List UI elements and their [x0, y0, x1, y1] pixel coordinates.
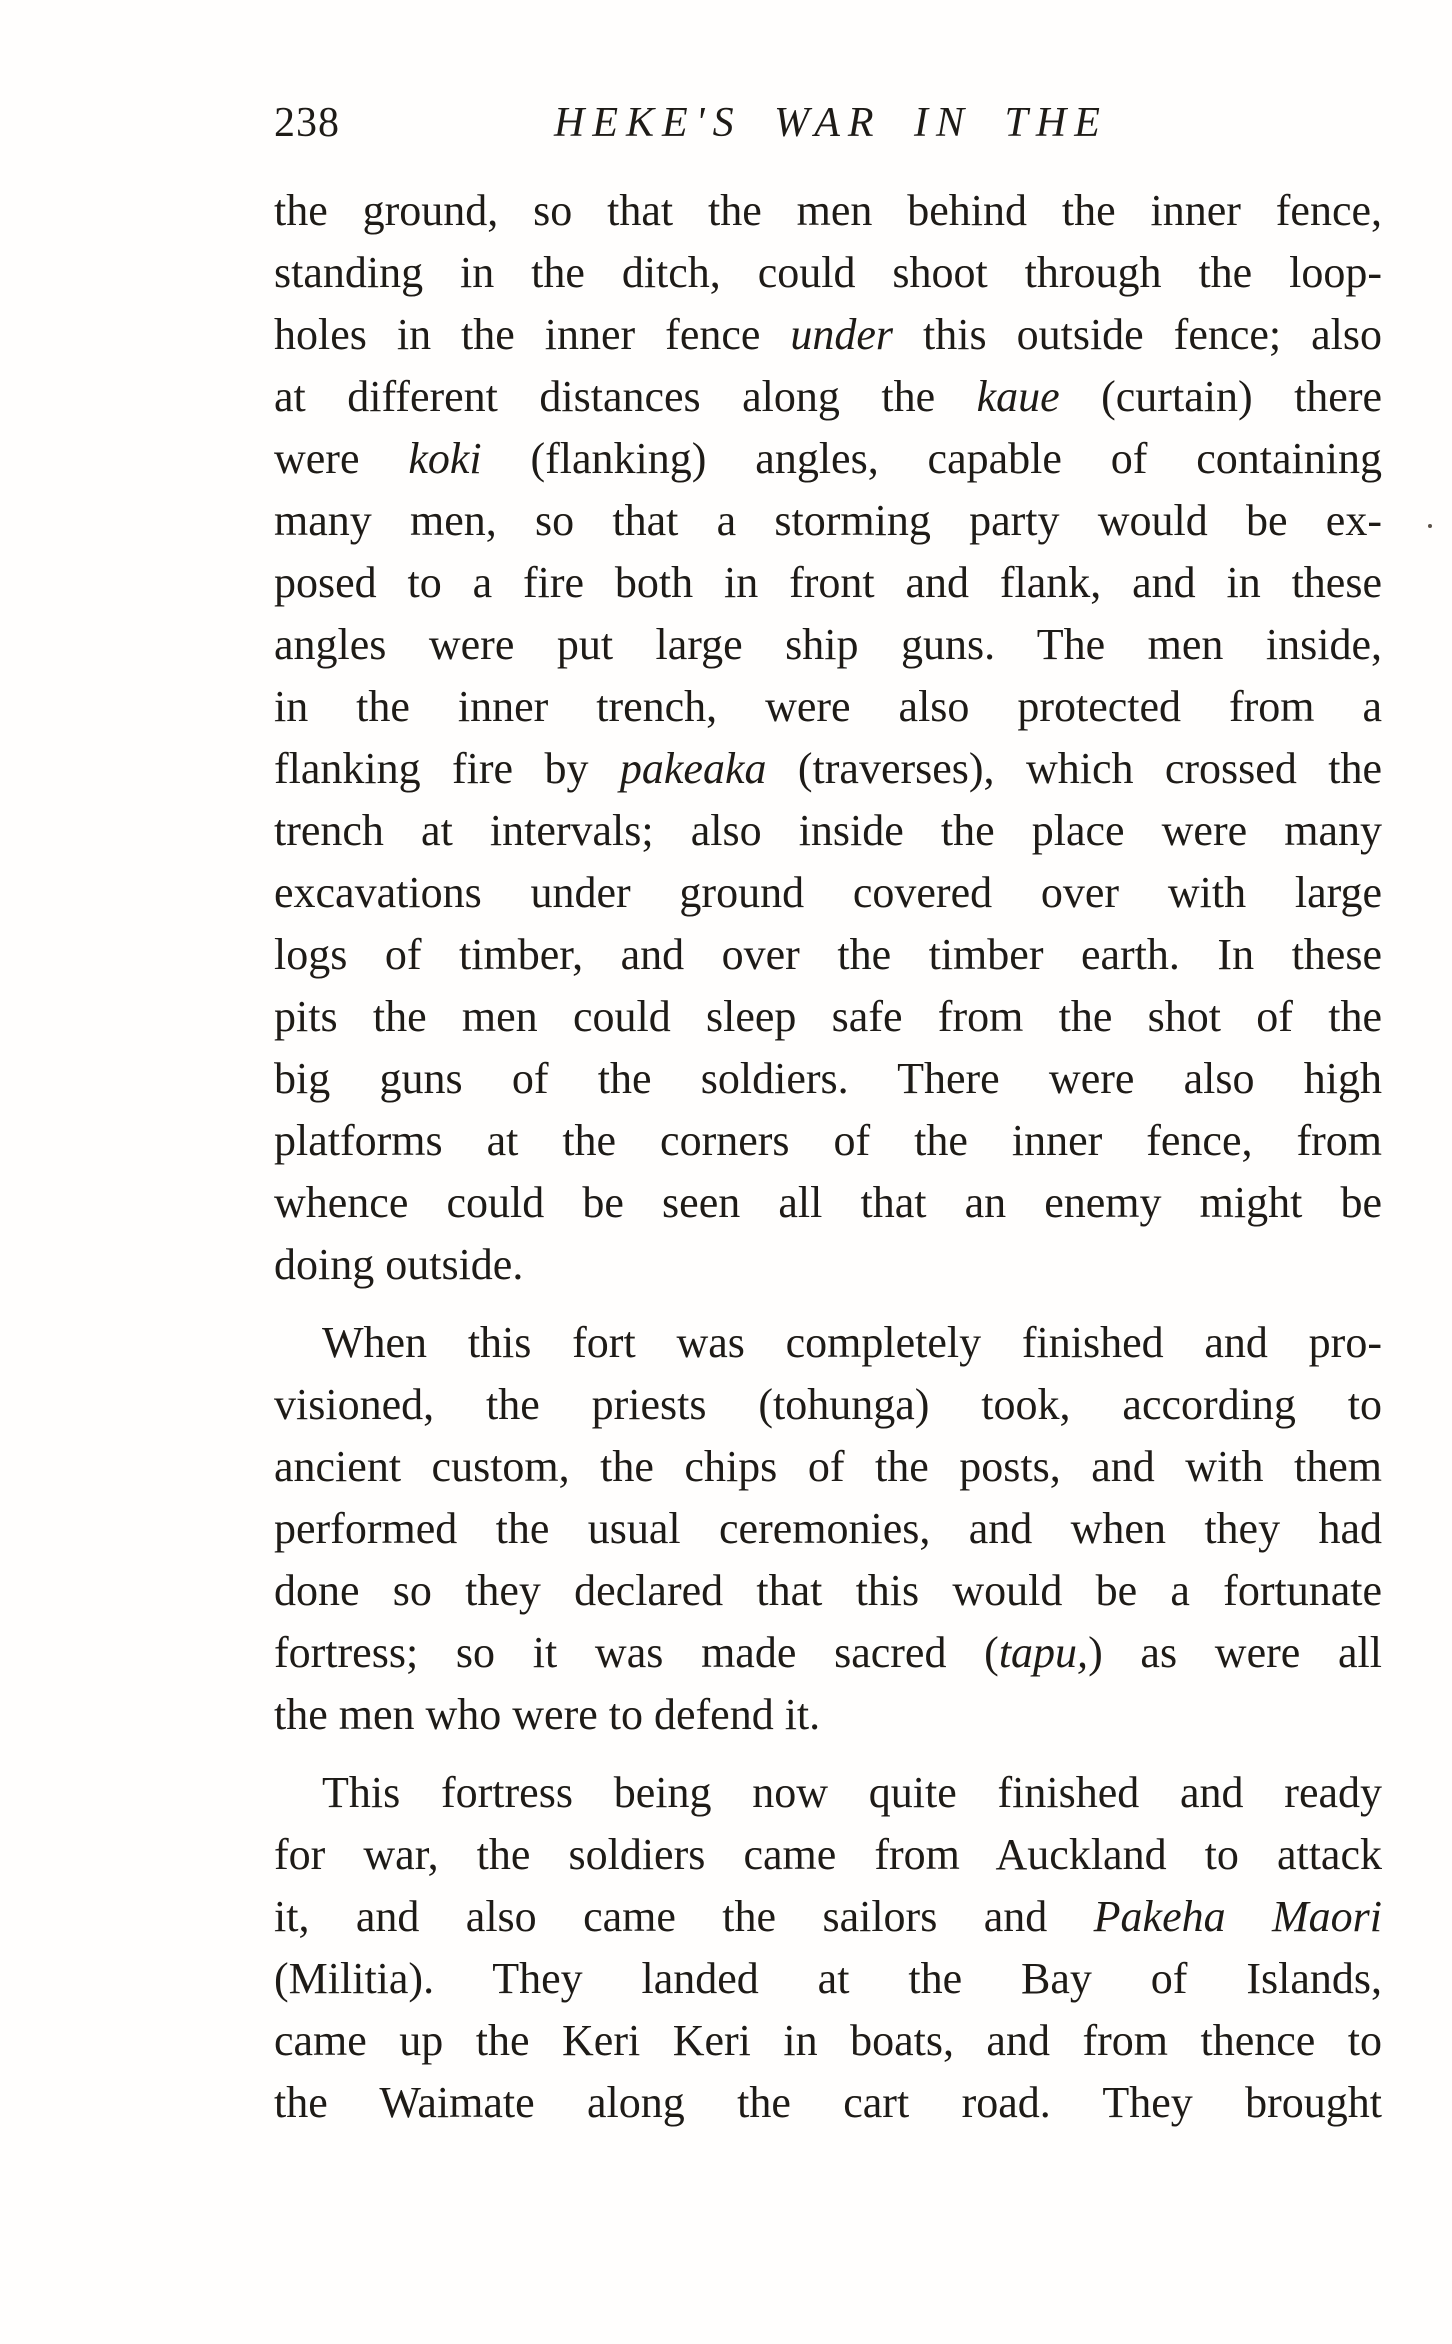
- text-span: this outside fence; also: [893, 310, 1382, 359]
- text-line: (Militia). They landed at the Bay of Islands,: [274, 1954, 1382, 2003]
- italic-term: Pakeha Maori: [1093, 1892, 1383, 1941]
- italic-term: tapu,: [998, 1628, 1089, 1677]
- text-line: whence could be seen all that an enemy might be: [274, 1178, 1382, 1227]
- paragraph-gap: [274, 1746, 1382, 1762]
- text-line: standing in the ditch, could shoot through the loop-: [274, 248, 1382, 297]
- body-text: [274, 180, 1382, 2134]
- page-number: 238: [274, 100, 340, 146]
- text-line: big guns of the soldiers. There were also high: [274, 1054, 1382, 1103]
- text-line: done so they declared that this would be a fortunate: [274, 1566, 1382, 1615]
- text-line: in the inner trench, were also protected from a: [274, 682, 1382, 731]
- text-line: angles were put large ship guns. The men inside,: [274, 620, 1382, 669]
- text-line: many men, so that a storming party would be ex-: [274, 496, 1382, 545]
- italic-term: pakeaka: [619, 744, 767, 793]
- text-line: [274, 366, 1382, 428]
- page-header: [274, 98, 1124, 148]
- text-span: at different distances along the: [274, 372, 977, 421]
- text-line: This fortress being now quite finished and ready: [322, 1768, 1382, 1817]
- text-line: [274, 304, 1382, 366]
- text-line: the Waimate along the cart road. They brought: [274, 2078, 1382, 2127]
- margin-speck: [1428, 524, 1432, 528]
- text-line: the men who were to defend it.: [274, 1690, 821, 1739]
- text-span: holes in the inner fence: [274, 310, 791, 359]
- text-span: ) as were all: [1088, 1628, 1382, 1677]
- text-line: came up the Keri Keri in boats, and from thence to: [274, 2016, 1382, 2065]
- text-span: (traverses), which crossed the: [766, 744, 1382, 793]
- text-line: pits the men could sleep safe from the shot of the: [274, 992, 1382, 1041]
- text-line: When this fort was completely finished and pro-: [322, 1318, 1382, 1367]
- text-span: flanking fire by: [274, 744, 620, 793]
- paragraph-1: [274, 180, 1382, 1296]
- text-line: trench at intervals; also inside the place were many: [274, 806, 1382, 855]
- text-line: for war, the soldiers came from Auckland to attack: [274, 1830, 1382, 1879]
- text-line: [274, 1886, 1382, 1948]
- text-line: performed the usual ceremonies, and when they had: [274, 1504, 1382, 1553]
- paragraph-3: [274, 1762, 1382, 2134]
- text-span: (curtain) there: [1059, 372, 1383, 421]
- italic-term: kaue: [976, 372, 1060, 421]
- text-span: were: [274, 434, 409, 483]
- text-line: the ground, so that the men behind the inner fence,: [274, 186, 1382, 235]
- text-span: (flanking) angles, capable of containing: [481, 434, 1382, 483]
- text-span: it, and also came the sailors and: [274, 1892, 1094, 1941]
- italic-term: under: [790, 310, 894, 359]
- text-line: excavations under ground covered over with large: [274, 868, 1382, 917]
- text-line: platforms at the corners of the inner fence, from: [274, 1116, 1382, 1165]
- text-line: posed to a fire both in front and flank, and in these: [274, 558, 1382, 607]
- paragraph-2: [274, 1312, 1382, 1746]
- text-line: ancient custom, the chips of the posts, and with them: [274, 1442, 1382, 1491]
- text-line: logs of timber, and over the timber earth. In these: [274, 930, 1382, 979]
- italic-term: koki: [408, 434, 482, 483]
- running-title: HEKE'S WAR IN THE: [554, 100, 1108, 146]
- text-line: doing outside.: [274, 1240, 524, 1289]
- paragraph-gap: [274, 1296, 1382, 1312]
- text-span: fortress; so it was made sacred (: [274, 1628, 999, 1677]
- text-line: [274, 1622, 1382, 1684]
- text-line: [274, 428, 1382, 490]
- text-line: [274, 738, 1382, 800]
- text-line: visioned, the priests (tohunga) took, according to: [274, 1380, 1382, 1429]
